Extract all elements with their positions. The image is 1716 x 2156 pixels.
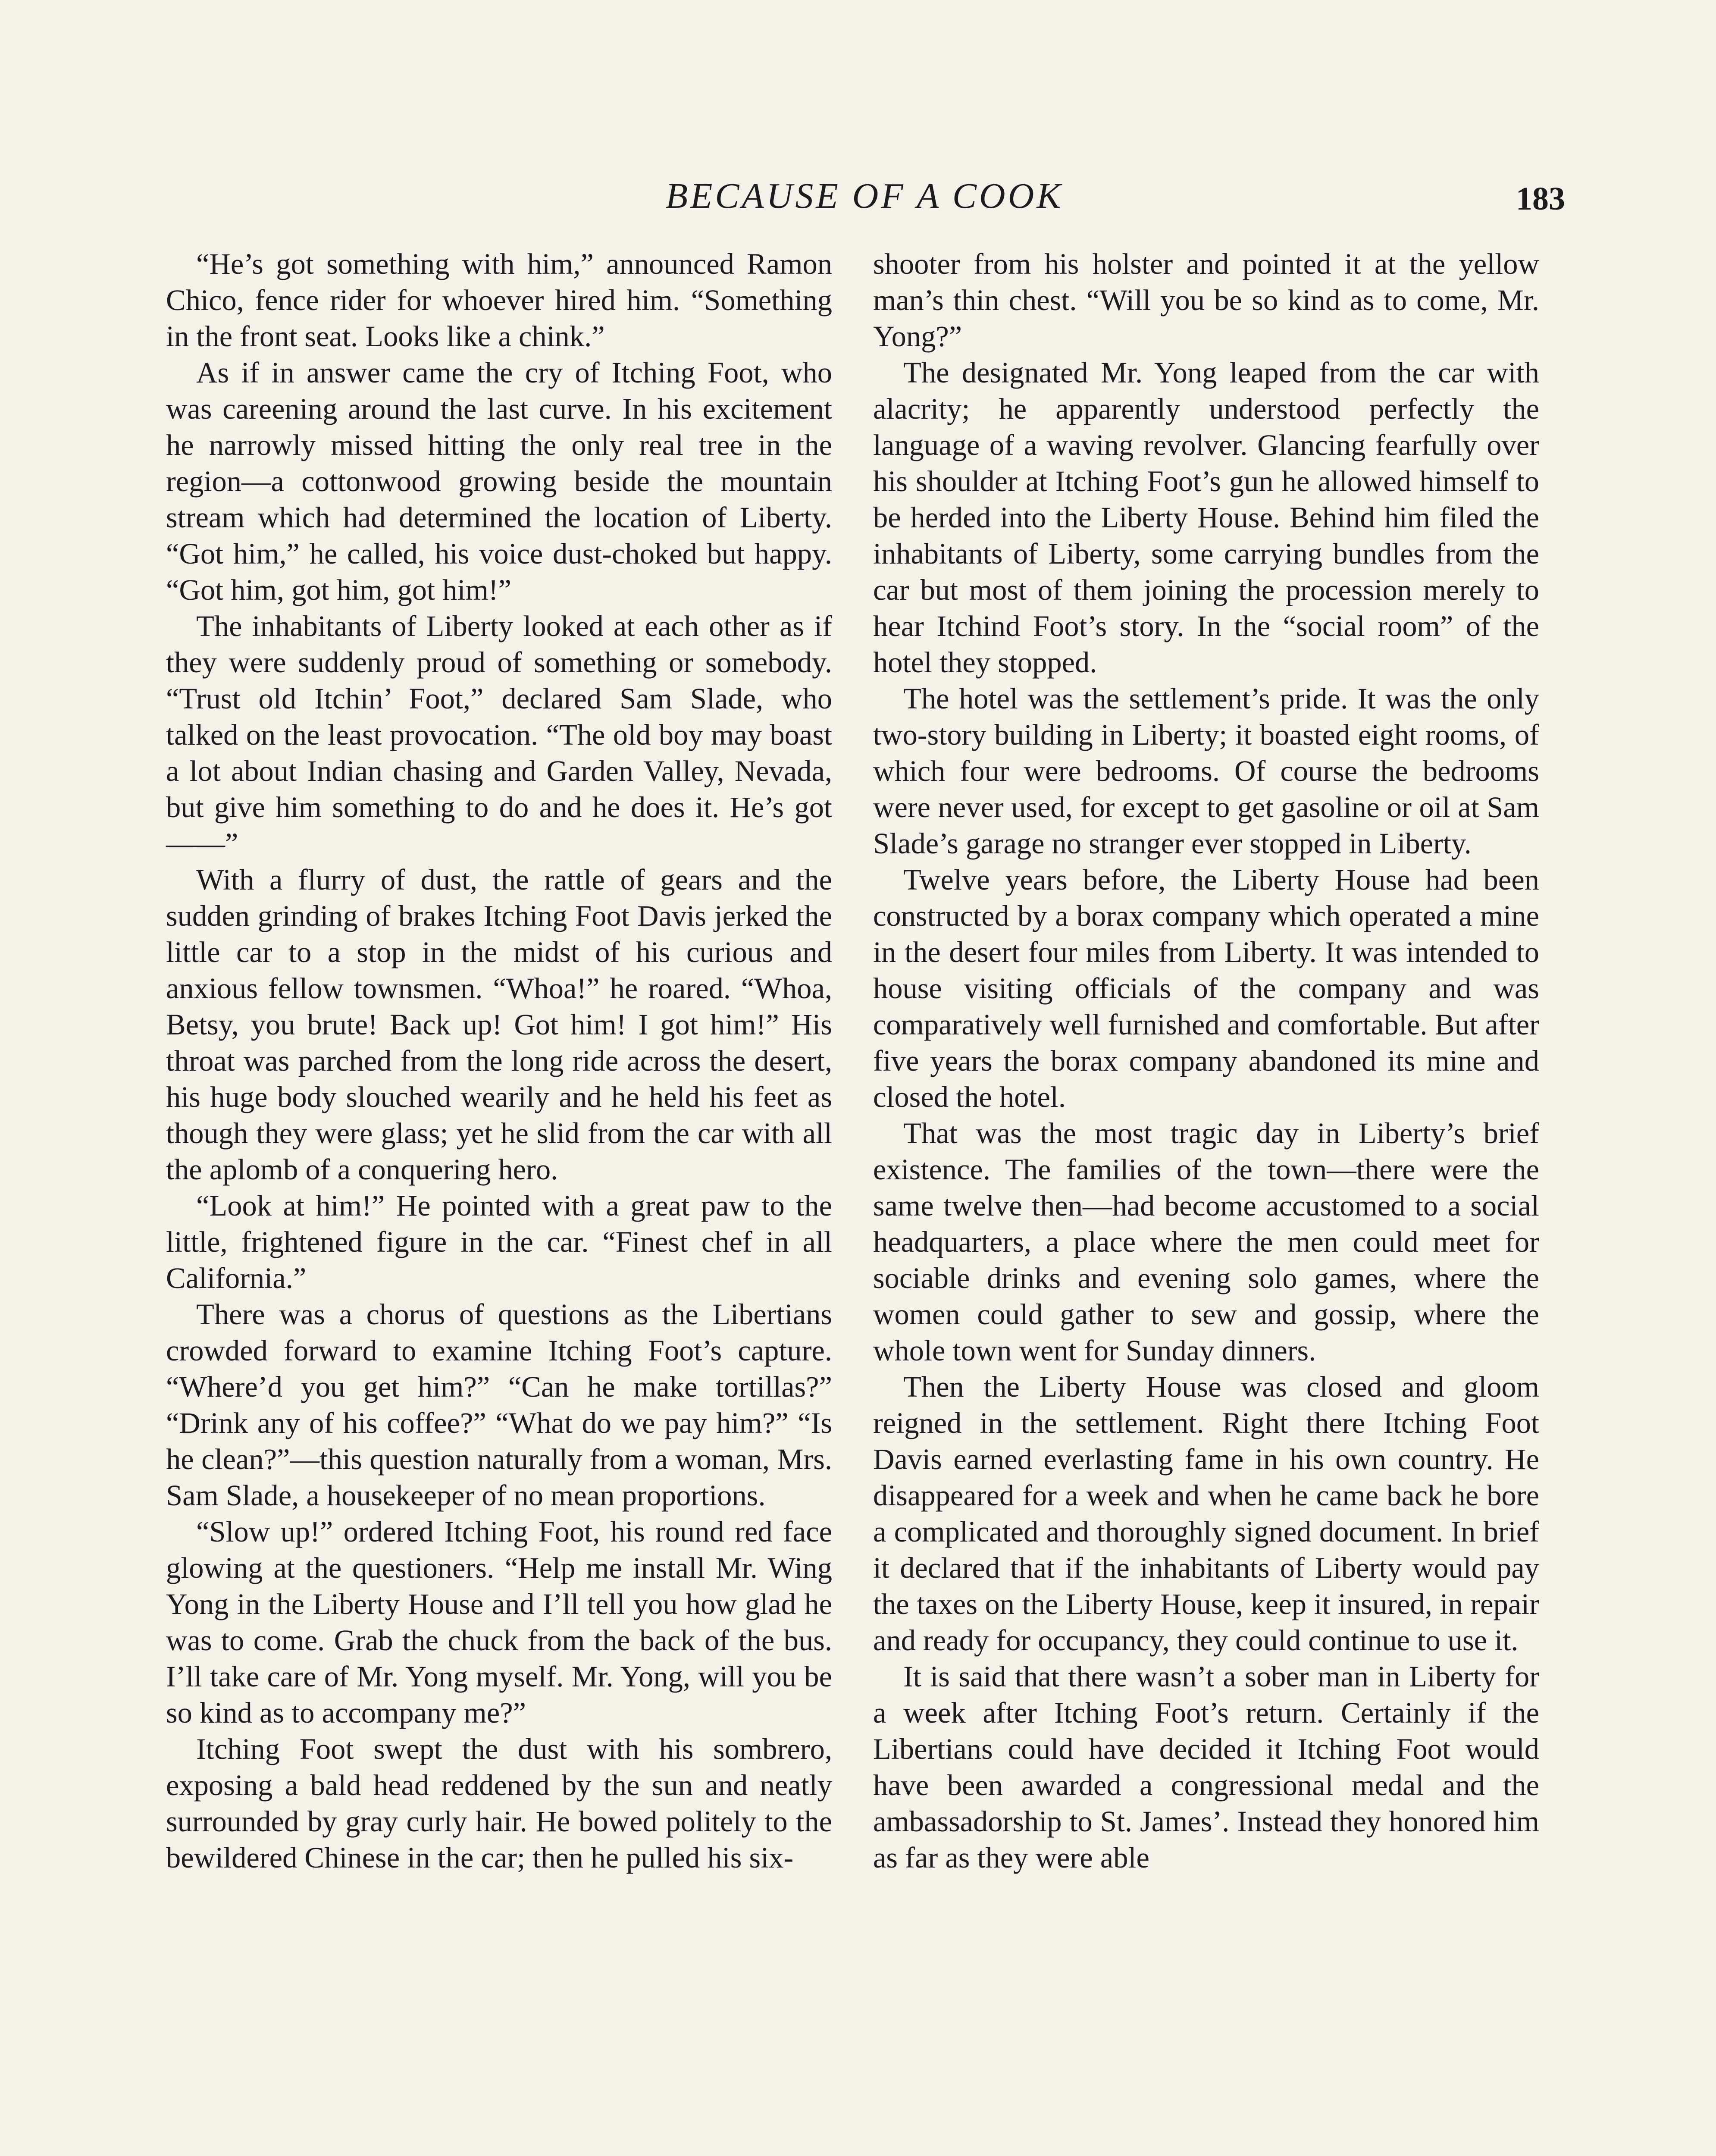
paragraph-continued: shooter from his holster and pointed it at the yellow man’s thin chest. “Will you be so kind as to come, Mr. Yong?” <box>873 248 1539 353</box>
paragraph: Twelve years before, the Liberty House had been constructed by a borax company which operated a mine in the desert four miles from Liberty. It was intended to house visiting officials of the company and was comparatively well furnished and comfortable. But after five years the borax company abandoned its mine and closed the hotel. <box>873 863 1539 1113</box>
paragraph: The inhabitants of Liberty looked at each other as if they were suddenly proud of something or somebody. “Trust old Itchin’ Foot,” declared Sam Slade, who talked on the least provocation. “The old boy may boast a lot about Indian chasing and Garden Valley, Nevada, but give him something to do and he does it. He’s got——” <box>166 610 832 860</box>
left-column <box>166 246 832 1876</box>
paragraph: That was the most tragic day in Liberty’s brief existence. The families of the town—there were the same twelve then—had become accustomed to a social headquarters, a place where the men could meet for sociable drinks and evening solo games, where the women could gather to sew and gossip, where the whole town went for Sunday dinners. <box>873 1117 1539 1367</box>
right-column <box>873 246 1539 1876</box>
page-number: 183 <box>1516 181 1565 217</box>
running-head <box>164 170 1565 222</box>
paragraph: “Slow up!” ordered Itching Foot, his round red face glowing at the questioners. “Help me install Mr. Wing Yong in the Liberty House and I’ll tell you how glad he was to come. Grab the chuck from the back of the bus. I’ll take care of Mr. Yong myself. Mr. Yong, will you be so kind as to accompany me?” <box>166 1515 832 1729</box>
paragraph: It is said that there wasn’t a sober man in Liberty for a week after Itching Foot’s return. Certainly if the Libertians could have decided it Itching Foot would have been awarded a congressional medal and the ambassadorship to St. James’. Instead they honored him as far as they were able <box>873 1660 1539 1874</box>
paragraph: “He’s got something with him,” announced Ramon Chico, fence rider for whoever hired him. “Something in the front seat. Looks like a chink.” <box>166 248 832 353</box>
paragraph: The designated Mr. Yong leaped from the car with alacrity; he apparently understood perfectly the language of a waving revolver. Glancing fearfully over his shoulder at Itching Foot’s gun he allowed himself to be herded into the Liberty House. Behind him filed the inhabitants of Liberty, some carrying bundles from the car but most of them joining the procession merely to hear Itchind Foot’s story. In the “social room” of the hotel they stopped. <box>873 356 1539 679</box>
paragraph: Itching Foot swept the dust with his sombrero, exposing a bald head reddened by the sun and neatly surrounded by gray curly hair. He bowed politely to the bewildered Chinese in the car; then he pulled his six- <box>166 1733 832 1874</box>
paragraph: The hotel was the settlement’s pride. It was the only two-story building in Liberty; it boasted eight rooms, of which four were bedrooms. Of course the bedrooms were never used, for except to get gasoline or oil at Sam Slade’s garage no stranger ever stopped in Liberty. <box>873 682 1539 860</box>
paragraph: Then the Liberty House was closed and gloom reigned in the settlement. Right there Itching Foot Davis earned everlasting fame in his own country. He disappeared for a week and when he came back he bore a complicated and thoroughly signed document. In brief it declared that if the inhabitants of Liberty would pay the taxes on the Liberty House, keep it insured, in repair and ready for occupancy, they could continue to use it. <box>873 1370 1539 1657</box>
paragraph: “Look at him!” He pointed with a great paw to the little, frightened figure in the car. “Finest chef in all California.” <box>166 1189 832 1294</box>
running-title: BECAUSE OF A COOK <box>665 176 1064 216</box>
paragraph: With a flurry of dust, the rattle of gears and the sudden grinding of brakes Itching Foot Davis jerked the little car to a stop in the midst of his curious and anxious fellow townsmen. “Whoa!” he roared. “Whoa, Betsy, you brute! Back up! Got him! I got him!” His throat was parched from the long ride across the desert, his huge body slouched wearily and he held his feet as though they were glass; yet he slid from the car with all the aplomb of a conquering hero. <box>166 863 832 1186</box>
paragraph: As if in answer came the cry of Itching Foot, who was careening around the last curve. In his excitement he narrowly missed hitting the only real tree in the region—a cottonwood growing beside the mountain stream which had determined the location of Liberty. “Got him,” he called, his voice dust-choked but happy. “Got him, got him, got him!” <box>166 356 832 606</box>
paragraph: There was a chorus of questions as the Libertians crowded forward to examine Itching Foot’s capture. “Where’d you get him?” “Can he make tortillas?” “Drink any of his coffee?” “What do we pay him?” “Is he clean?”—this question naturally from a woman, Mrs. Sam Slade, a housekeeper of no mean proportions. <box>166 1298 832 1512</box>
